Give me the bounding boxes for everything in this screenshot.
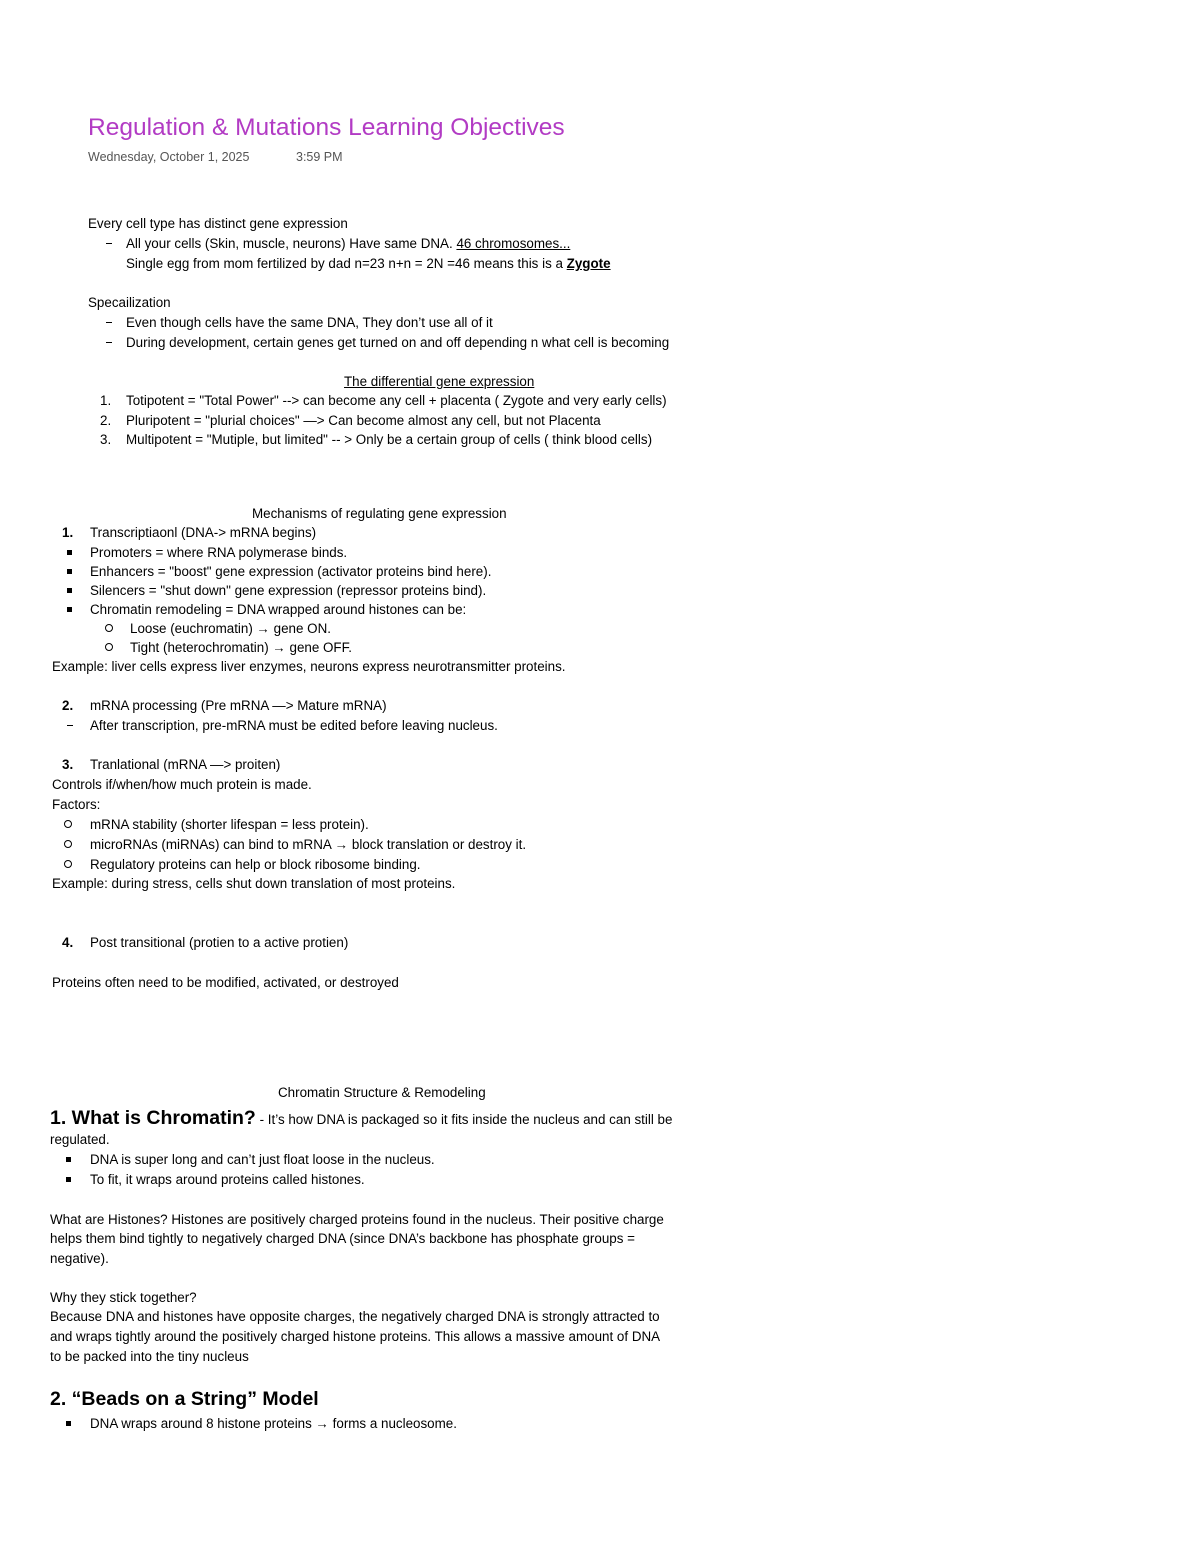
s3-num-3: 3. <box>100 432 112 447</box>
square-bullet <box>66 1157 71 1162</box>
s4-p2-item: After transcription, pre-mRNA must be edited before leaving nucleus. <box>90 718 498 733</box>
s5-h1: 1. What is Chromatin? <box>50 1107 256 1129</box>
dash-bullet <box>106 243 112 244</box>
s5-h1-line <box>50 1106 672 1130</box>
s4-p3-item-2: microRNAs (miRNAs) can bind to mRNA → block translation or destroy it. <box>90 837 527 852</box>
dash-bullet <box>106 342 112 343</box>
s4-p3-example: Example: during stress, cells shut down translation of most proteins. <box>52 876 456 891</box>
s1-bullet-1: All your cells (Skin, muscle, neurons) Have same DNA. 46 chromosomes... <box>126 236 571 251</box>
circle-bullet <box>105 643 113 651</box>
s4-p4-line: Proteins often need to be modified, activated, or destroyed <box>52 975 399 990</box>
s3-item-3: Multipotent = "Mutiple, but limited" -- > Only be a certain group of cells ( think blood cells) <box>126 432 653 447</box>
s4-num-1: 1. <box>62 525 74 540</box>
s4-p1-item-4: Chromatin remodeling = DNA wrapped around histones can be: <box>90 602 467 617</box>
s3-heading: The differential gene expression <box>344 374 535 389</box>
s5-why-2: and wraps tightly around the positively charged histone proteins. This allows a massive amount of DNA <box>50 1329 661 1344</box>
s4-p1-example: Example: liver cells express liver enzymes, neurons express neurotransmitter proteins. <box>52 659 566 674</box>
s5-h1-cont: regulated. <box>50 1132 110 1147</box>
s5-hist-2: helps them bind tightly to negatively charged DNA (since DNA’s backbone has phosphate groups = <box>50 1231 635 1246</box>
s5-item-1: DNA is super long and can’t just float loose in the nucleus. <box>90 1152 435 1167</box>
s5-why-1: Because DNA and histones have opposite charges, the negatively charged DNA is strongly attracted to <box>50 1309 660 1324</box>
page-title: Regulation & Mutations Learning Objectives <box>88 114 565 141</box>
page-date: Wednesday, October 1, 2025 <box>88 150 250 164</box>
s3-item-1: Totipotent = "Total Power" --> can become any cell + placenta ( Zygote and very early cells) <box>126 393 667 408</box>
circle-bullet <box>105 624 113 632</box>
s3-num-1: 1. <box>100 393 112 408</box>
square-bullet <box>67 569 72 574</box>
s4-point-4: Post transitional (protien to a active protien) <box>90 935 349 950</box>
s4-num-3: 3. <box>62 757 74 772</box>
dash-bullet <box>67 725 73 726</box>
square-bullet <box>67 588 72 593</box>
s5-heading: Chromatin Structure & Remodeling <box>278 1085 486 1100</box>
s4-p1-sub-1: Loose (euchromatin) → gene ON. <box>130 621 331 636</box>
s5-why-q: Why they stick together? <box>50 1290 197 1305</box>
square-bullet <box>66 1421 71 1426</box>
s4-point-3: Tranlational (mRNA —> proiten) <box>90 757 281 772</box>
s5-hist-1: What are Histones? Histones are positively charged proteins found in the nucleus. Their positive charge <box>50 1212 664 1227</box>
s4-num-4: 4. <box>62 935 74 950</box>
s5-why-3: to be packed into the tiny nucleus <box>50 1349 249 1364</box>
circle-bullet <box>64 840 72 848</box>
square-bullet <box>67 550 72 555</box>
s3-item-2: Pluripotent = "plurial choices" —> Can become almost any cell, but not Placenta <box>126 413 601 428</box>
circle-bullet <box>64 860 72 868</box>
dash-bullet <box>106 322 112 323</box>
s2-heading: Specailization <box>88 295 171 310</box>
s4-p3-item-1: mRNA stability (shorter lifespan = less protein). <box>90 817 369 832</box>
s4-p3-line-2: Factors: <box>52 797 101 812</box>
s5-hist-3: negative). <box>50 1251 109 1266</box>
s4-heading: Mechanisms of regulating gene expression <box>252 506 507 521</box>
s4-point-2: mRNA processing (Pre mRNA —> Mature mRNA) <box>90 698 387 713</box>
s2-bullet-1: Even though cells have the same DNA, They don’t use all of it <box>126 315 493 330</box>
s4-point-1: Transcriptiaonl (DNA-> mRNA begins) <box>90 525 317 540</box>
s4-p1-item-3: Silencers = "shut down" gene expression (repressor proteins bind). <box>90 583 487 598</box>
s5-h2-item: DNA wraps around 8 histone proteins → forms a nucleosome. <box>90 1416 457 1431</box>
s5-h2: 2. “Beads on a String” Model <box>50 1388 319 1410</box>
s5-h1-tail: - It’s how DNA is packaged so it fits inside the nucleus and can still be <box>259 1112 673 1127</box>
s4-p3-line-1: Controls if/when/how much protein is made. <box>52 777 312 792</box>
square-bullet <box>67 607 72 612</box>
s4-num-2: 2. <box>62 698 74 713</box>
page-time: 3:59 PM <box>296 150 343 164</box>
s5-item-2: To fit, it wraps around proteins called histones. <box>90 1172 365 1187</box>
s1-bullet-1-cont: Single egg from mom fertilized by dad n=23 n+n = 2N =46 means this is a Zygote <box>126 256 611 271</box>
s4-p1-sub-2: Tight (heterochromatin) → gene OFF. <box>130 640 353 655</box>
s4-p1-item-2: Enhancers = "boost" gene expression (activator proteins bind here). <box>90 564 492 579</box>
s2-bullet-2: During development, certain genes get turned on and off depending n what cell is becoming <box>126 335 670 350</box>
s3-num-2: 2. <box>100 413 112 428</box>
s1-heading: Every cell type has distinct gene expression <box>88 216 348 231</box>
s4-p1-item-1: Promoters = where RNA polymerase binds. <box>90 545 348 560</box>
square-bullet <box>66 1177 71 1182</box>
s4-p3-item-3: Regulatory proteins can help or block ribosome binding. <box>90 857 421 872</box>
circle-bullet <box>64 820 72 828</box>
